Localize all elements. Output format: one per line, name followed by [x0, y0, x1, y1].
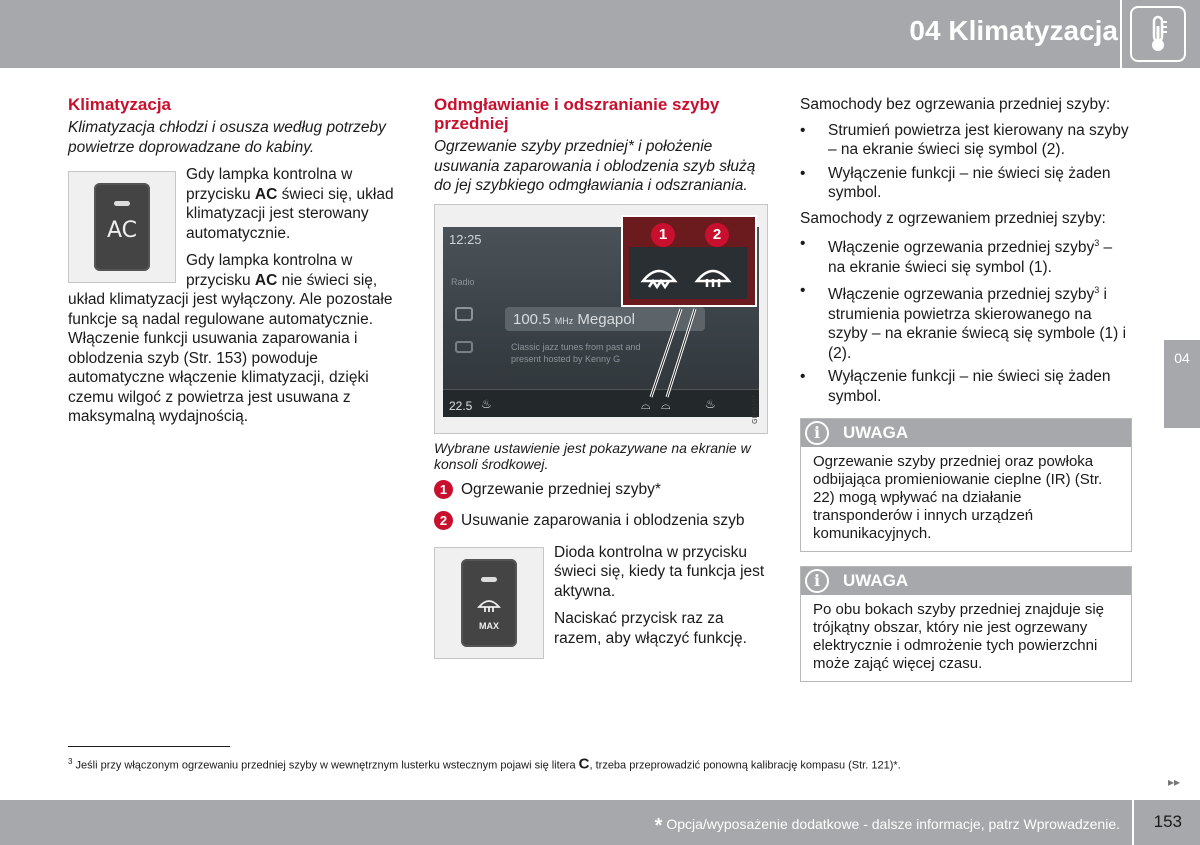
intro-text: Klimatyzacja chłodzi i osusza według potrzeby powietrze doprowadzane do kabiny. [68, 119, 386, 156]
ac-button-label: AC [106, 218, 138, 243]
paragraph: Dioda kontrolna w przycisku świeci się, kiedy ta funkcja jest aktywna. [554, 543, 765, 600]
source-label: Radio [451, 276, 475, 287]
windshield-heat-small-icon: ⌓ [641, 397, 651, 412]
page-header [0, 0, 1200, 68]
list-item: • Strumień powietrza jest kierowany na szyby – na ekranie świeci się symbol (2). [800, 121, 1132, 160]
rds-text: Classic jazz tunes from past and present hosted by Kenny G [511, 341, 641, 364]
seat-heat-right-icon: ♨ [705, 396, 716, 411]
section-heading: Klimatyzacja [68, 95, 171, 114]
header-divider [1120, 0, 1122, 68]
list-item: • Włączenie ogrzewania przedniej szyby$^3$ – na ekranie świeci się symbol (1). [800, 234, 1132, 277]
note-box [800, 418, 1132, 552]
seat-heat-icon: ♨ [481, 396, 492, 411]
numbered-item [434, 480, 768, 500]
footnote: $^3$ Jeśli przy włączonym ogrzewaniu przedniej szyby w wewnętrznym lusterku wstecznym pojawi się litera C, trzeba przeprowadzić ponowną kalibrację kompasu (Str. 121)*. [68, 755, 901, 773]
figure-code: G046167 [751, 394, 759, 424]
indicator-led [114, 201, 130, 206]
section-heading: Odmgławianie i odszranianie szyby przedniej [434, 95, 720, 133]
column-windshield [800, 95, 1132, 696]
frequency-unit: MHz [554, 315, 574, 326]
paragraph: Gdy lampka kontrolna w przycisku AC nie świeci się, układ klimatyzacji jest wyłączony. Ale pozostałe funkcje są nadal regulowane automatycznie. Włączenie funkcji usuwania zaparowania i oblodzenia szyb (Str. 153) powoduje automatyczne włączenie klimatyzacji, dzięki czemu wilgoć z powietrza jest usuwana z maksymalną wydajnością. [68, 252, 393, 425]
temperature-left: 22.5 [449, 398, 473, 413]
max-defrost-button-figure [434, 547, 544, 659]
defrost-icon [477, 595, 501, 613]
info-icon: i [805, 569, 829, 593]
paragraph: Gdy lampka kontrolna w przycisku AC świeci się, układ klimatyzacji jest sterowany automatycznie. [186, 166, 394, 242]
next-page-arrows-icon: ▸▸ [1167, 775, 1180, 789]
defrost-small-icon: ⌓ [661, 397, 671, 412]
note-text: Po obu bokach szyby przedniej znajduje się trójkątny obszar, który nie jest ogrzewany elektrycznie i odmrożenie tych powierzchni może zająć więcej czasu. [813, 601, 1105, 673]
note-title: UWAGA [843, 423, 909, 443]
intro-text: Ogrzewanie szyby przedniej* i położenie usuwania zaparowania i oblodzenia szyb służą do jej szybkiego odmgławiania i odszraniania. [434, 138, 756, 194]
column-defrost [434, 95, 768, 665]
thermometer-icon [1130, 6, 1186, 62]
info-icon: i [805, 421, 829, 445]
paragraph: Samochody bez ogrzewania przedniej szyby: [800, 96, 1111, 113]
footer-note: * Opcja/wyposażenie dodatkowe - dalsze informacje, patrz Wprowadzenie. [654, 815, 1120, 837]
chapter-side-tab: 04 [1164, 340, 1200, 428]
center-console-screen-figure [434, 204, 768, 434]
list-item: • Wyłączenie funkcji – nie świeci się żaden symbol. [800, 164, 1132, 203]
note-box [800, 566, 1132, 682]
paragraph: Naciskać przycisk raz za razem, aby włączyć funkcję. [554, 610, 747, 647]
item-text: Ogrzewanie przedniej szyby* [461, 480, 661, 498]
note-title: UWAGA [843, 571, 909, 591]
note-header [801, 567, 1131, 595]
item-text: Usuwanie zaparowania i oblodzenia szyb [461, 512, 745, 529]
note-text: Ogrzewanie szyby przedniej oraz powłoka odbijająca promieniowanie cieplne (IR) (Str. 22) mogą wpływać na działanie transponderów i innych urządzeń komunikacyjnych. [813, 453, 1103, 543]
bullet-list [800, 121, 1132, 203]
page-number: 153 [1153, 812, 1182, 831]
max-label: MAX [479, 620, 499, 631]
footnote-divider [68, 746, 230, 747]
ac-button-figure [68, 171, 176, 283]
max-defrost-button [461, 559, 517, 647]
ac-button [94, 183, 150, 271]
footer-divider [1132, 800, 1134, 845]
list-item: • Włączenie ogrzewania przedniej szyby$^3$ i strumienia powietrza skierowanego na szyby – na ekranie świecą się symbole (1) i (2). [800, 281, 1132, 363]
station-name: Megapol [577, 310, 635, 328]
bullet-list [800, 234, 1132, 406]
list-item: • Wyłączenie funkcji – nie świeci się żaden symbol. [800, 367, 1132, 406]
callout-2: 2 [705, 223, 729, 247]
item-number: 1 [434, 480, 453, 499]
page-footer [0, 800, 1200, 845]
note-header [801, 419, 1131, 447]
column-climate [68, 95, 398, 435]
item-number: 2 [434, 511, 453, 530]
callout-1: 1 [651, 223, 675, 247]
indicator-led [481, 577, 497, 582]
clock: 12:25 [449, 231, 482, 247]
figure-caption: Wybrane ustawienie jest pokazywane na ekranie w konsoli środkowej. [434, 439, 751, 472]
paragraph: Samochody z ogrzewaniem przedniej szyby: [800, 209, 1106, 227]
frequency: 100.5 [513, 310, 551, 328]
chapter-title: 04 Klimatyzacja [909, 15, 1118, 46]
numbered-item [434, 511, 768, 531]
